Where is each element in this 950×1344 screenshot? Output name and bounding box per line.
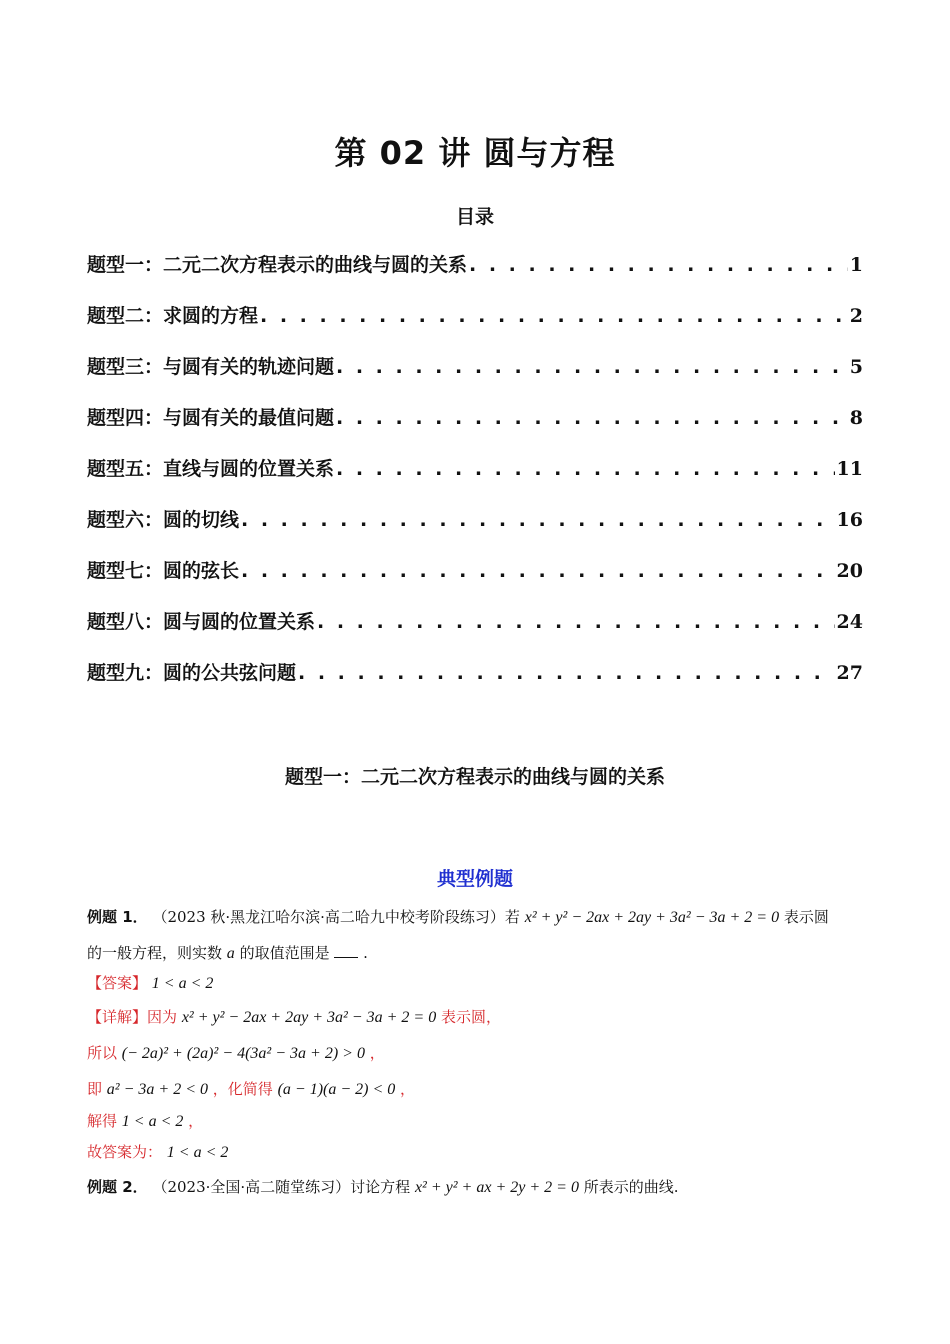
example-1-variable: a	[226, 945, 235, 962]
toc-item-page: 16	[836, 509, 863, 531]
toc-leader-dots	[336, 407, 848, 429]
detail-equation: (a − 1)(a − 2) < 0	[277, 1081, 396, 1098]
toc-leader-dots	[336, 458, 835, 480]
detail-tag: 【详解】	[87, 1008, 148, 1026]
toc-leader-dots	[317, 611, 835, 633]
answer-value: 1 < a < 2	[151, 975, 214, 992]
table-of-contents	[87, 250, 863, 709]
toc-leader-dots	[260, 305, 848, 327]
detail-line-2	[87, 1042, 385, 1063]
example-1-line-1	[87, 906, 829, 927]
detail-text: 所以	[87, 1044, 118, 1062]
page-title: 第 02 讲 圆与方程	[334, 134, 616, 172]
detail-line-1	[87, 1006, 501, 1027]
example-1-text: 的一般方程，则实数	[87, 944, 223, 962]
toc-item[interactable]	[87, 250, 863, 301]
detail-text: ，化简得	[212, 1080, 273, 1098]
toc-item-label: 题型三：与圆有关的轨迹问题	[87, 356, 335, 378]
toc-item-page: 20	[836, 560, 863, 582]
toc-item-page: 2	[849, 305, 863, 327]
toc-item[interactable]	[87, 454, 863, 505]
toc-item-label: 题型二：求圆的方程	[87, 305, 259, 327]
example-2-label: 例题 2．	[87, 1178, 148, 1196]
example-1-text: .	[363, 944, 368, 962]
example-1-source: （2023 秋·黑龙江哈尔滨·高二哈九中校考阶段练习）若	[152, 908, 520, 926]
answer-line	[87, 972, 213, 993]
detail-equation: 1 < a < 2	[166, 1144, 229, 1161]
toc-item-label: 题型六：圆的切线	[87, 509, 240, 531]
toc-item[interactable]	[87, 352, 863, 403]
answer-blank	[334, 947, 358, 958]
detail-equation: 1 < a < 2	[121, 1113, 184, 1130]
toc-item-page: 27	[836, 662, 863, 684]
answer-tag: 【答案】	[87, 974, 148, 992]
toc-heading: 目录	[455, 206, 494, 228]
toc-item-label: 题型五：直线与圆的位置关系	[87, 458, 335, 480]
toc-leader-dots	[298, 662, 835, 684]
detail-line-3	[87, 1078, 415, 1099]
toc-item-label: 题型七：圆的弦长	[87, 560, 240, 582]
detail-line-5	[87, 1141, 228, 1162]
toc-leader-dots	[469, 254, 848, 276]
detail-text: 解得	[87, 1112, 118, 1130]
toc-item[interactable]	[87, 658, 863, 709]
example-1-after-equation: 表示圆	[783, 908, 829, 926]
toc-item-label: 题型九：圆的公共弦问题	[87, 662, 297, 684]
example-1-line-2	[87, 942, 368, 963]
toc-leader-dots	[336, 356, 848, 378]
toc-item-page: 24	[836, 611, 863, 633]
example-2-line-1	[87, 1176, 679, 1197]
typical-examples-heading: 典型例题	[436, 868, 513, 890]
detail-line-4	[87, 1110, 203, 1131]
detail-text: 即	[87, 1080, 103, 1098]
example-1-equation: x² + y² − 2ax + 2ay + 3a² − 3a + 2 = 0	[524, 909, 780, 926]
detail-equation: (− 2a)² + (2a)² − 4(3a² − 3a + 2) > 0	[121, 1045, 365, 1062]
detail-equation: x² + y² − 2ax + 2ay + 3a² − 3a + 2 = 0	[181, 1009, 437, 1026]
toc-item[interactable]	[87, 301, 863, 352]
detail-text: ，	[400, 1080, 416, 1098]
toc-leader-dots	[241, 560, 835, 582]
detail-text: ，	[369, 1044, 385, 1062]
section-title: 题型一：二元二次方程表示的曲线与圆的关系	[284, 766, 665, 788]
detail-text: 表示圆，	[440, 1008, 501, 1026]
example-2-after-equation: 所表示的曲线.	[583, 1178, 679, 1196]
toc-item[interactable]	[87, 607, 863, 658]
detail-text: ，	[188, 1112, 204, 1130]
toc-item[interactable]	[87, 403, 863, 454]
toc-item[interactable]	[87, 505, 863, 556]
example-1-text: 的取值范围是	[239, 944, 330, 962]
toc-item-page: 8	[849, 407, 863, 429]
detail-text: 故答案为：	[87, 1143, 163, 1161]
toc-item-label: 题型一：二元二次方程表示的曲线与圆的关系	[87, 254, 468, 276]
detail-text: 因为	[147, 1008, 178, 1026]
toc-leader-dots	[241, 509, 835, 531]
toc-item-page: 1	[849, 254, 863, 276]
toc-item[interactable]	[87, 556, 863, 607]
detail-equation: a² − 3a + 2 < 0	[106, 1081, 208, 1098]
example-2-source: （2023·全国·高二随堂练习）讨论方程	[152, 1178, 411, 1196]
example-2-equation: x² + y² + ax + 2y + 2 = 0	[414, 1179, 579, 1196]
toc-item-page: 11	[836, 458, 863, 480]
toc-item-page: 5	[849, 356, 863, 378]
example-1-label: 例题 1．	[87, 908, 148, 926]
toc-item-label: 题型四：与圆有关的最值问题	[87, 407, 335, 429]
toc-item-label: 题型八：圆与圆的位置关系	[87, 611, 316, 633]
